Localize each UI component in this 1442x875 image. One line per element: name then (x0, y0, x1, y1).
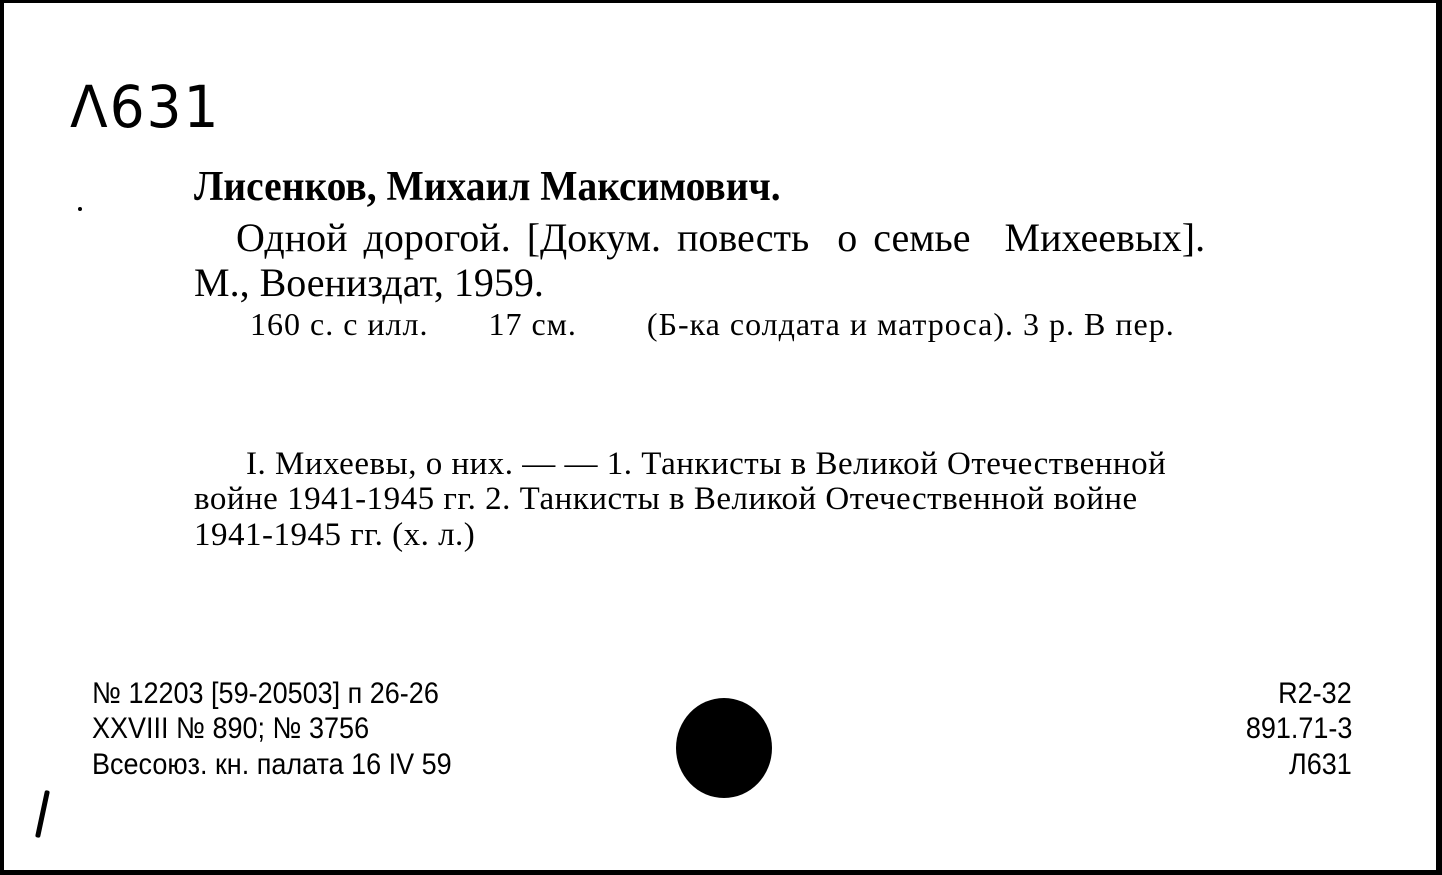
title-line-1 (236, 214, 1205, 261)
subjects-line-1: I. Михеевы, о них. — — 1. Танкисты в Великой Отечественной (246, 446, 1167, 482)
ink-dot (78, 207, 82, 211)
handwritten-shelfmark: Λ631 (70, 73, 221, 141)
footer-right-line-3: Л631 (1289, 748, 1352, 781)
punch-hole (676, 698, 772, 798)
pagination: 160 с. с илл. (250, 306, 429, 342)
pencil-mark (35, 790, 50, 838)
title-part-a: Одной дорогой. [Докум. повесть (236, 215, 810, 260)
title-part-b: о семье (837, 215, 971, 260)
subjects-line-2: войне 1941-1945 гг. 2. Танкисты в Великой Отечественной войне (194, 481, 1138, 517)
title-part-c: Михеевых]. (1004, 215, 1206, 260)
footer-left-line-3: Всесоюз. кн. палата 16 IV 59 (92, 748, 452, 781)
author-heading: Лисенков, Михаил Максимович. (194, 164, 781, 210)
series-price: (Б-ка солдата и матроса). 3 р. В пер. (646, 306, 1175, 342)
footer-right-line-2: 891.71-3 (1245, 712, 1352, 745)
title-line-2-imprint: М., Воениздат, 1959. (194, 260, 544, 305)
dimensions: 17 см. (488, 306, 577, 342)
footer-right-line-1: R2-32 (1278, 677, 1352, 710)
physical-description (250, 306, 1175, 343)
footer-left-line-1: № 12203 [59-20503] п 26-26 (92, 677, 439, 710)
subjects-line-3: 1941-1945 гг. (х. л.) (194, 517, 476, 553)
footer-left-line-2: XXVIII № 890; № 3756 (92, 712, 370, 745)
